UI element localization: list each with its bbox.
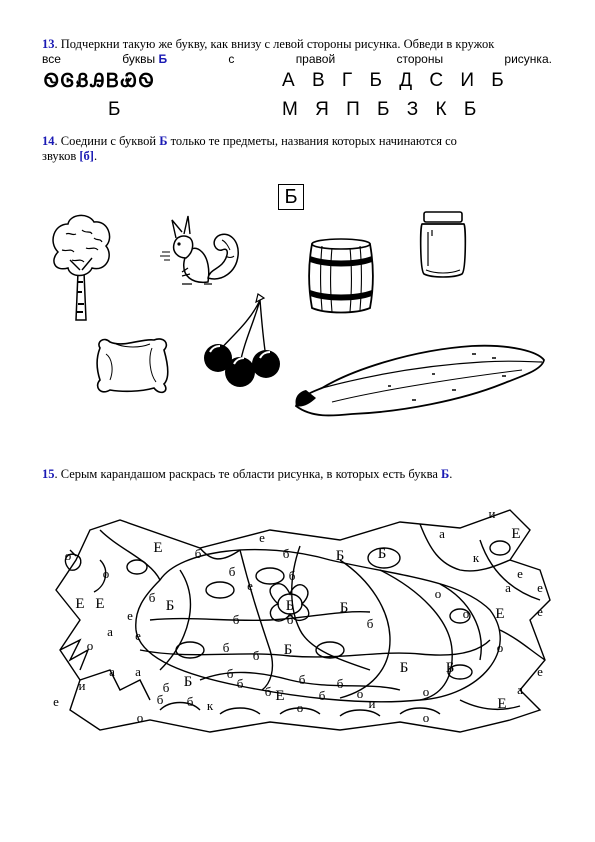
task-13-letter-row-1[interactable]: А В Г Б Д С И Б bbox=[282, 70, 510, 91]
mosaic-letter: к bbox=[472, 550, 480, 565]
mosaic-letter: б bbox=[318, 688, 326, 703]
mosaic-letter: б bbox=[226, 666, 234, 681]
mosaic-letter: о bbox=[434, 586, 442, 601]
mosaic-letter: о bbox=[496, 640, 504, 655]
task-14-text-rest: только те предметы, названия которых начинаются со bbox=[167, 134, 457, 148]
mosaic-letter: б bbox=[288, 568, 296, 583]
mosaic-letter: и bbox=[78, 678, 86, 693]
mosaic-letter: к bbox=[206, 698, 214, 713]
cherries-picture[interactable] bbox=[200, 292, 284, 390]
mosaic-letter: б bbox=[236, 676, 244, 691]
mosaic-letter: б bbox=[228, 564, 236, 579]
mosaic-letter: о bbox=[136, 710, 144, 725]
word: правой bbox=[295, 52, 336, 66]
task-14-text-2: звуков bbox=[42, 149, 80, 163]
task-13-sample-letter: Б bbox=[108, 99, 121, 120]
mosaic-letter: а bbox=[439, 526, 445, 541]
mosaic-letter: о bbox=[102, 566, 110, 581]
mosaic-letter: а bbox=[109, 664, 115, 679]
mosaic-letter: Е bbox=[511, 526, 521, 542]
banana-picture[interactable] bbox=[292, 340, 548, 420]
mosaic-letter: е bbox=[537, 604, 543, 619]
mosaic-letter: е bbox=[537, 664, 543, 679]
mosaic-letter: а bbox=[107, 624, 113, 639]
mosaic-letter: Е bbox=[497, 696, 507, 712]
mosaic-letter: Б bbox=[285, 598, 295, 614]
mosaic-letter: б bbox=[232, 612, 240, 627]
mosaic-letter: б bbox=[366, 616, 374, 631]
mosaic-letter: Е bbox=[95, 596, 105, 612]
mosaic-letter: и bbox=[368, 696, 376, 711]
barrel-picture[interactable] bbox=[306, 236, 376, 316]
word-group bbox=[122, 52, 167, 67]
task-15-number: 15 bbox=[42, 467, 55, 481]
task-14-number: 14 bbox=[42, 134, 55, 148]
task-13-number: 13 bbox=[42, 37, 55, 51]
mosaic-letter: Б bbox=[335, 548, 345, 564]
mosaic-letter: е bbox=[517, 566, 523, 581]
mosaic-letter: о bbox=[422, 710, 430, 725]
mosaic-letter: б bbox=[286, 612, 294, 627]
period: . bbox=[449, 467, 453, 481]
task-13-text: . Подчеркни такую же букву, как внизу с левой стороны рисунка. Обведи в кружок bbox=[54, 37, 495, 51]
mosaic-letter: б bbox=[336, 676, 344, 691]
mosaic-letter: е bbox=[127, 608, 133, 623]
word: стороны bbox=[396, 52, 444, 66]
mosaic-letter: Е bbox=[153, 540, 163, 556]
task-14-line1 bbox=[42, 134, 557, 149]
word: с bbox=[228, 52, 235, 66]
mosaic-letter: о bbox=[356, 686, 364, 701]
task-13-letter-row-2[interactable]: М Я П Б З К Б bbox=[282, 99, 483, 120]
mosaic-letter: и bbox=[488, 506, 496, 521]
sound-b-highlight: [б] bbox=[79, 149, 94, 163]
mosaic-letter: Б bbox=[339, 600, 349, 616]
mosaic-letter: Б bbox=[377, 546, 387, 562]
mosaic-letter: б bbox=[186, 694, 194, 709]
mosaic-letter: б bbox=[194, 546, 202, 561]
mosaic-letter: Б bbox=[399, 660, 409, 676]
mosaic-letter: б bbox=[298, 672, 306, 687]
mosaic-letter: е bbox=[259, 530, 265, 545]
mosaic-letter: е bbox=[247, 578, 253, 593]
mosaic-letter: о bbox=[64, 548, 72, 563]
task-14-line2 bbox=[42, 149, 97, 164]
task-14-text: . Соедини с буквой bbox=[54, 134, 160, 148]
task-15-text: . Серым карандашом раскрась те области рисунка, в которых есть буква bbox=[54, 467, 441, 481]
mosaic-letter: Б bbox=[165, 598, 175, 614]
mosaic-letter: о bbox=[462, 606, 470, 621]
letter-b-box[interactable]: Б bbox=[278, 184, 304, 210]
mosaic-letter: б bbox=[162, 680, 170, 695]
mosaic-letter: б bbox=[264, 684, 272, 699]
mosaic-letter: о bbox=[86, 638, 94, 653]
mosaic-letter: е bbox=[53, 694, 59, 709]
mosaic-letter: а bbox=[517, 682, 523, 697]
task-15-line bbox=[42, 467, 557, 482]
squirrel-picture[interactable] bbox=[152, 212, 244, 294]
mosaic-letter: Е bbox=[495, 606, 505, 622]
mosaic-letter: Е bbox=[75, 596, 85, 612]
letter-b-highlight: Б bbox=[158, 52, 168, 66]
mosaic-letter: Е bbox=[275, 688, 285, 704]
task-13-line2 bbox=[42, 52, 552, 67]
mosaic-letter: б bbox=[156, 692, 164, 707]
pillow-picture[interactable] bbox=[92, 334, 172, 396]
mosaic-letter: е bbox=[537, 580, 543, 595]
jar-picture[interactable] bbox=[418, 210, 468, 278]
tree-picture[interactable] bbox=[48, 212, 114, 322]
mosaic-letter: о bbox=[296, 700, 304, 715]
mosaic-letter: Б bbox=[183, 674, 193, 690]
letter-b-highlight: Б bbox=[441, 467, 450, 481]
mosaic-letter: Б bbox=[445, 660, 455, 676]
word: все bbox=[42, 52, 61, 66]
task-13-line1 bbox=[42, 37, 557, 52]
coloring-mosaic[interactable] bbox=[40, 500, 560, 740]
word: рисунка. bbox=[504, 52, 552, 66]
task-13-left-glyph-row[interactable]: ᏫᎶᏰᎯᏴᏯᏫ bbox=[44, 70, 156, 92]
mosaic-letter: а bbox=[135, 664, 141, 679]
word: буквы bbox=[122, 52, 156, 66]
mosaic-letter: б bbox=[148, 590, 156, 605]
mosaic-letter: Б bbox=[283, 642, 293, 658]
mosaic-letter: б bbox=[252, 648, 260, 663]
period: . bbox=[93, 149, 98, 163]
mosaic-letter: б bbox=[282, 546, 290, 561]
mosaic-letter: о bbox=[422, 684, 430, 699]
mosaic-letter: б bbox=[222, 640, 230, 655]
mosaic-letter: а bbox=[505, 580, 511, 595]
mosaic-letter: е bbox=[135, 628, 141, 643]
letter-b-highlight: Б bbox=[159, 134, 168, 148]
